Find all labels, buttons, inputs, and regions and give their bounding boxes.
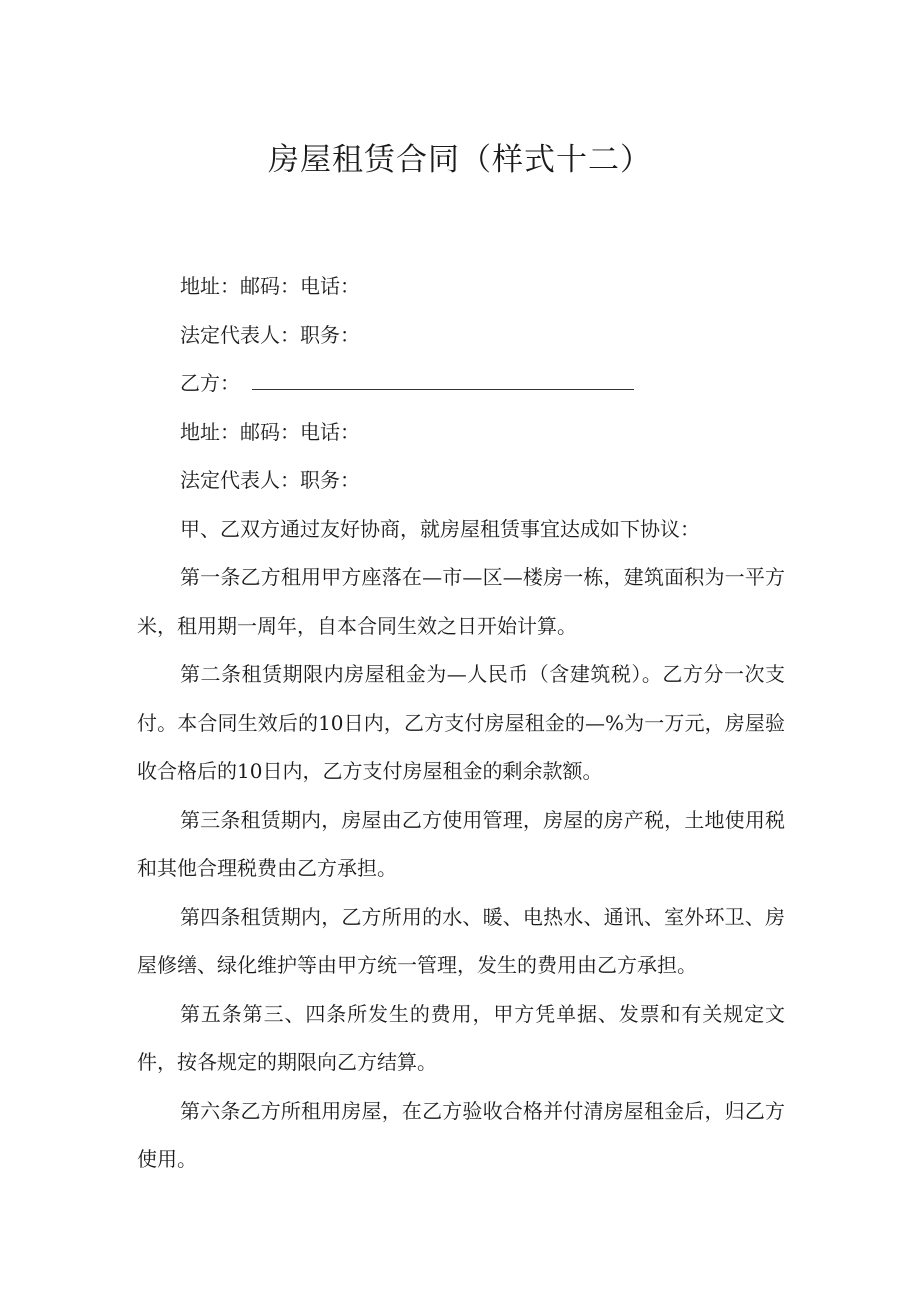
party-b-address-line: 地址：邮码：电话： (180, 419, 360, 444)
article-2: 第二条租赁期限内房屋租金为—人民币（含建筑税）。乙方分一次支付。本合同生效后的10日内，乙方支付房屋租金的—%为一万元，房屋验收合格后的10日内，乙方支付房屋租金的剩余款额。 (137, 662, 785, 783)
party-a-representative-line: 法定代表人：职务： (180, 322, 360, 347)
party-b-name-blank (252, 369, 634, 390)
article-3: 第三条租赁期内，房屋由乙方使用管理，房屋的房产税，土地使用税和其他合理税费由乙方承担。 (137, 807, 785, 880)
party-a-address-line: 地址：邮码：电话： (180, 274, 360, 298)
document-title: 房屋租赁合同（样式十二） (268, 142, 652, 178)
party-b-line (137, 359, 785, 408)
party-b-label: 乙方： (180, 371, 240, 395)
party-b-representative-line: 法定代表人：职务： (180, 468, 360, 492)
agreement-intro: 甲、乙双方通过友好协商，就房屋租赁事宜达成如下协议： (180, 516, 700, 541)
article-6: 第六条乙方所租用房屋，在乙方验收合格并付清房屋租金后，归乙方使用。 (137, 1098, 785, 1171)
article-1: 第一条乙方租用甲方座落在—市—区—楼房一栋，建筑面积为一平方米，租用期一周年，自本合同生效之日开始计算。 (137, 565, 785, 638)
document-body (137, 262, 785, 1184)
article-4: 第四条租赁期内，乙方所用的水、暖、电热水、通讯、室外环卫、房屋修缮、绿化维护等由甲方统一管理，发生的费用由乙方承担。 (137, 904, 785, 977)
article-5: 第五条第三、四条所发生的费用，甲方凭单据、发票和有关规定文件，按各规定的期限向乙方结算。 (137, 1001, 785, 1074)
